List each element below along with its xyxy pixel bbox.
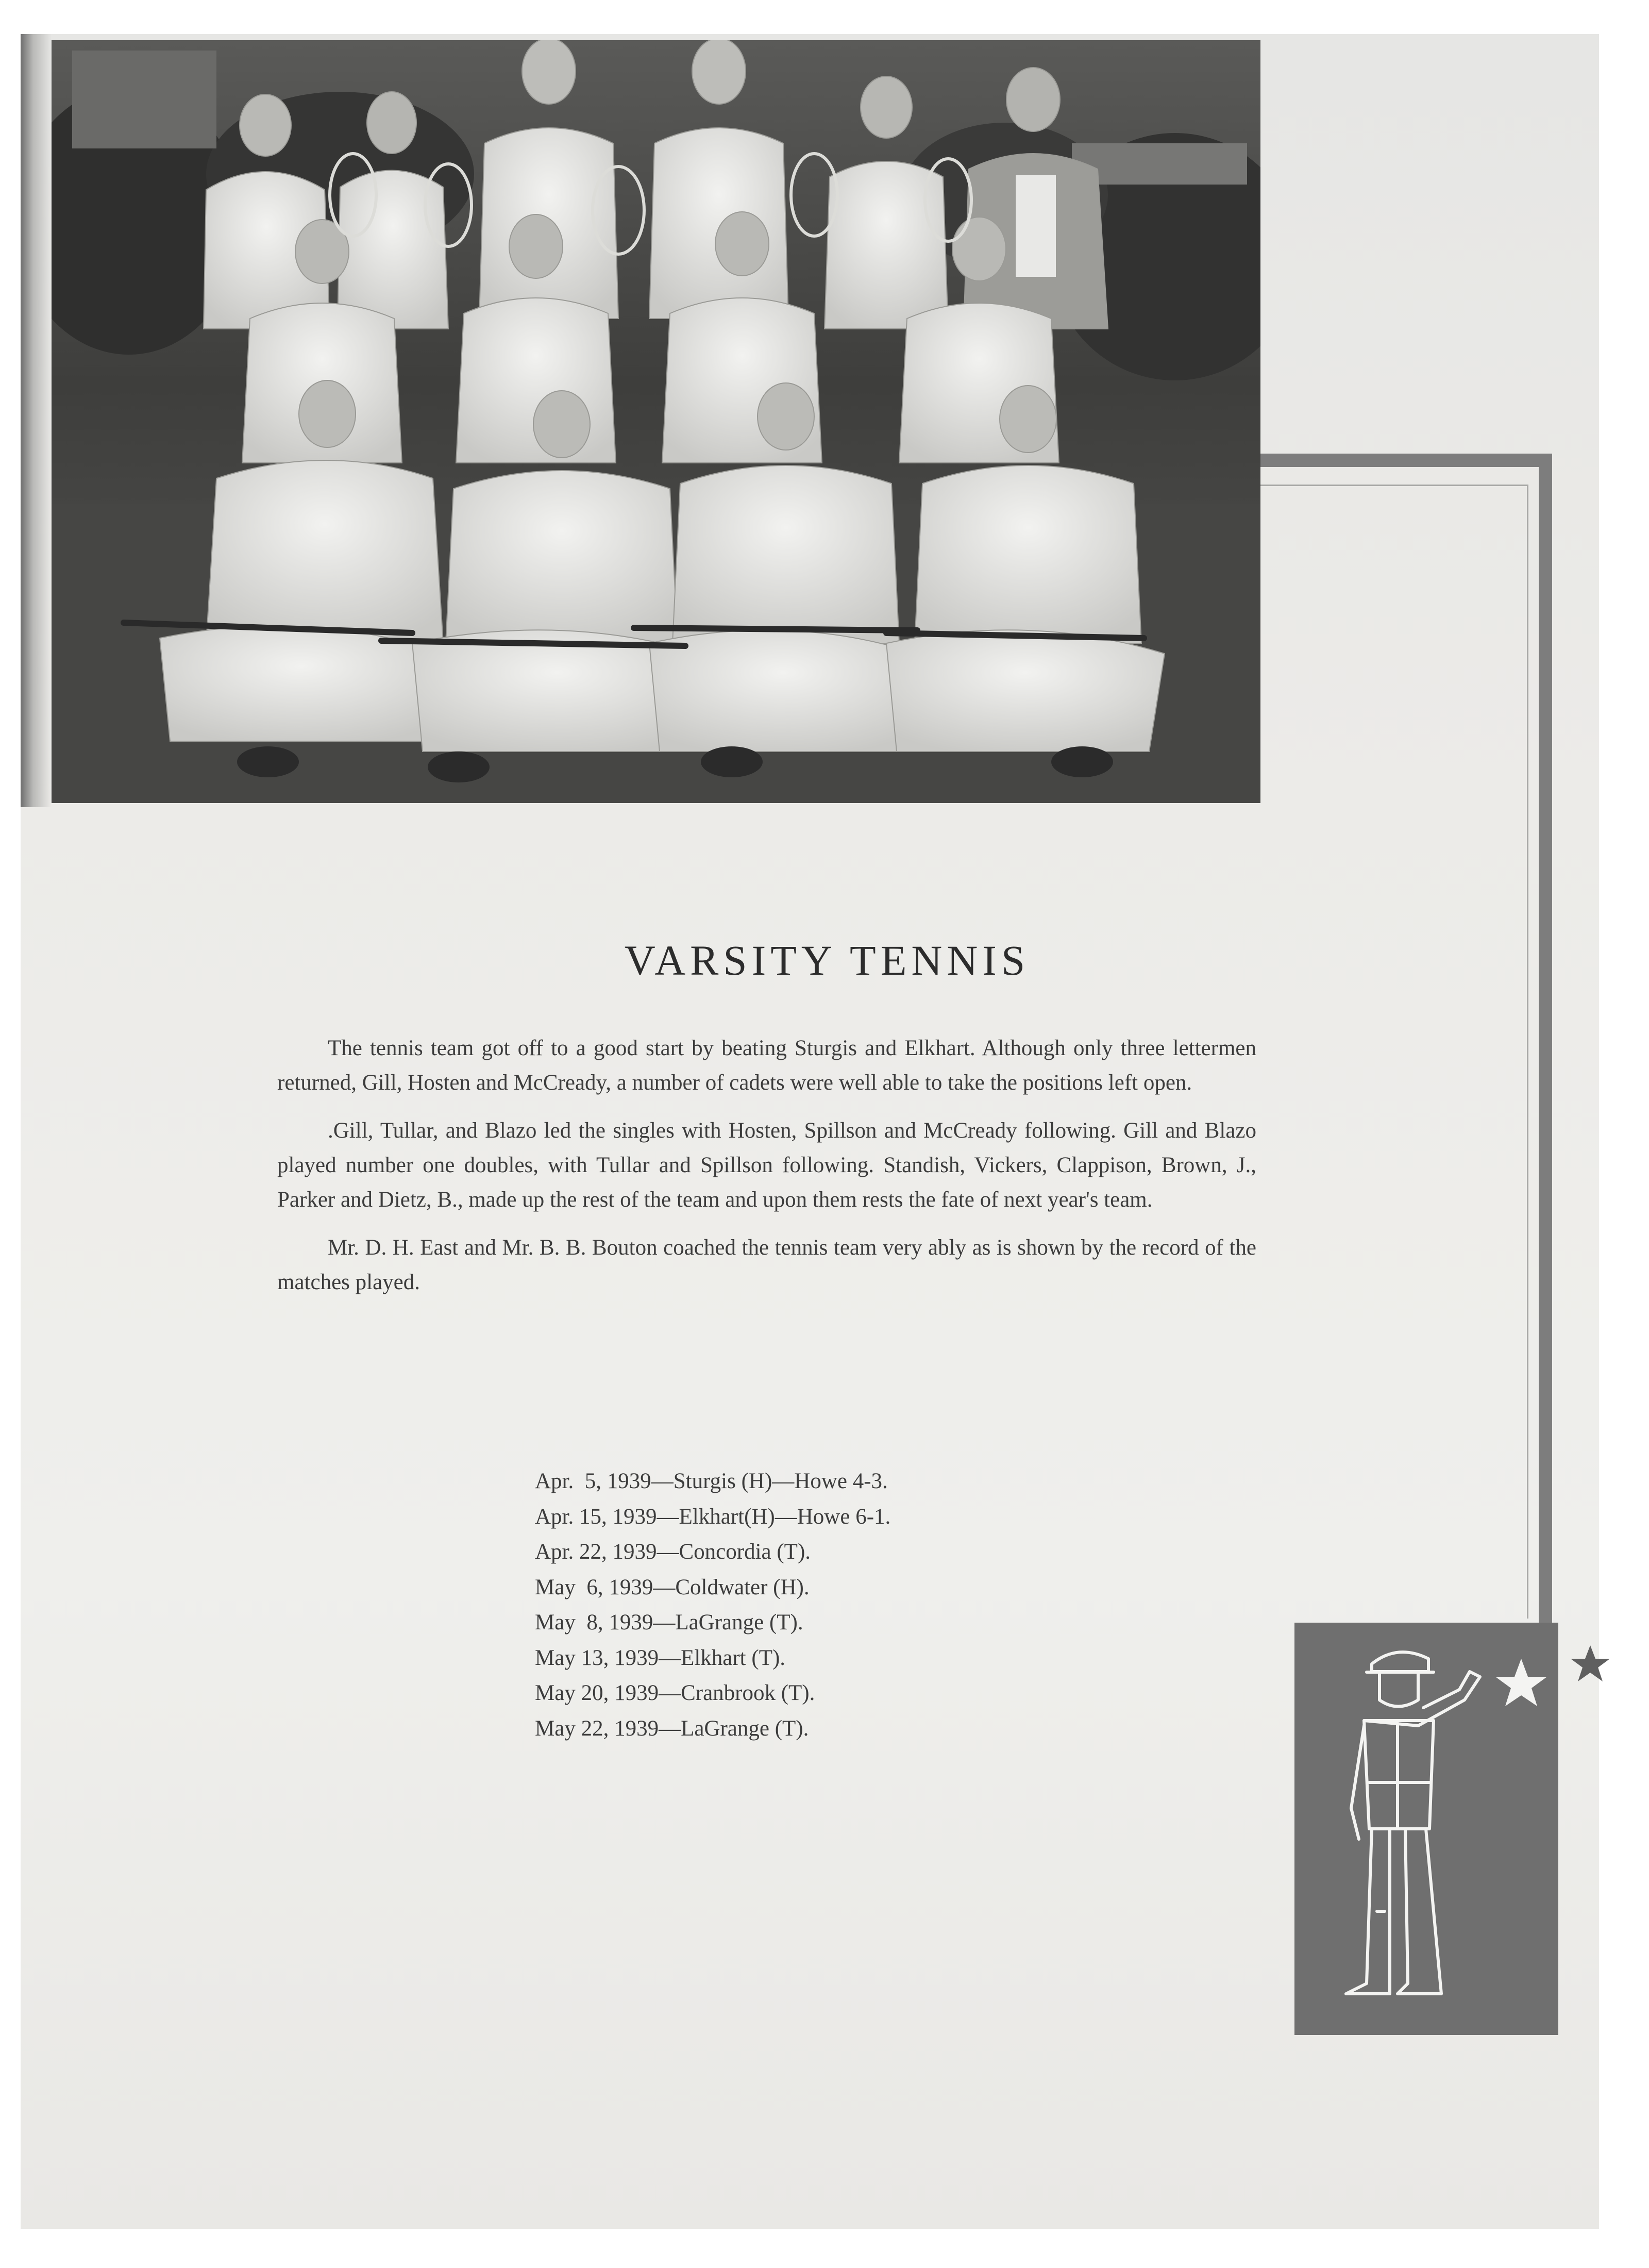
match-record	[535, 1464, 1050, 1746]
paragraph-intro: The tennis team got off to a good start by beating Sturgis and Elkhart. Although only three lettermen returned, Gill, Hosten and McCready, a number of cadets were well able to take the positions left open.	[277, 1036, 1256, 1095]
star-icon	[1570, 1643, 1611, 1685]
page-title: VARSITY TENNIS	[624, 937, 1030, 984]
decorative-frame-inner	[1260, 485, 1528, 1619]
paragraph-lineup: .Gill, Tullar, and Blazo led the singles with Hosten, Spillson and McCready following. Gill and Blazo played number one doubles, with Tullar and Spillson following. Standish, Vickers, Clappison, Brown, J., Parker and Dietz, B., made up the rest of the team and upon them rests the fate of next year's team.	[277, 1119, 1256, 1212]
binding-shadow	[21, 34, 52, 807]
article-body	[277, 1031, 1256, 1313]
team-photo	[52, 40, 1260, 803]
paragraph-coaches: Mr. D. H. East and Mr. B. B. Bouton coached the tennis team very ably as is shown by the record of the matches played.	[277, 1236, 1256, 1294]
match-row: Apr. 22, 1939—Concordia (T).	[535, 1540, 811, 1564]
match-row: May 13, 1939—Elkhart (T).	[535, 1645, 786, 1670]
saluting-cadet-illustration	[1294, 1623, 1558, 2035]
match-row: May 8, 1939—LaGrange (T).	[535, 1610, 803, 1635]
match-row: May 22, 1939—LaGrange (T).	[535, 1716, 809, 1741]
match-row: Apr. 15, 1939—Elkhart(H)—Howe 6-1.	[535, 1504, 891, 1529]
match-row: Apr. 5, 1939—Sturgis (H)—Howe 4-3.	[535, 1469, 888, 1493]
match-row: May 6, 1939—Coldwater (H).	[535, 1575, 810, 1599]
match-row: May 20, 1939—Cranbrook (T).	[535, 1681, 815, 1705]
